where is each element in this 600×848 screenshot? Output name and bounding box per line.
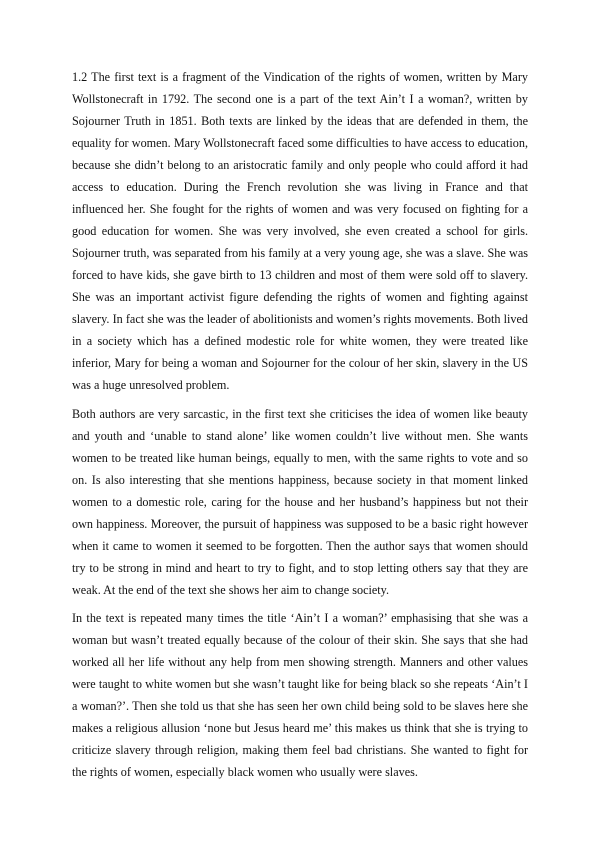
paragraph-aint-i-a-woman: In the text is repeated many times the title ‘Ain’t I a woman?’ emphasising that she was a woman but wasn’t treated equally because of the colour of their skin. She says that she had worked all her life without any help from men showing strength. Manners and other values were taught to white women but she wasn’t taught like for being black so she repeats ‘Ain’t I a woman?’. Then she told us that she has seen her own child being sold to be slaves here she makes a religious allusion ‘none but Jesus heard me’ this makes us think that she is trying to criticize slavery through religion, making them feel bad christians. She wanted to fight for the rights of women, especially black women who usually were slaves. [72,611,528,779]
paragraph-intro: 1.2 The first text is a fragment of the Vindication of the rights of women, written by Mary Wollstonecraft in 1792. The second one is a part of the text Ain’t I a woman?, written by Sojourner Truth in 1851. Both texts are linked by the ideas that are defended in them, the equality for women. Mary Wollstonecraft faced some difficulties to have access to education, because she didn’t belong to an aristocratic family and only people who could afford it had access to education. During the French revolution she was living in France and that influenced her. She fought for the rights of women and was very focused on fighting for a good education for women. She was very involved, she even created a school for girls. Sojourner truth, was separated from his family at a very young age, she was a slave. She was forced to have kids, she gave birth to 13 children and most of them were sold off to slavery. She was an important activist figure defending the rights of women and fighting against slavery. In fact she was the leader of abolitionists and women’s rights movements. Both lived in a society which has a defined modestic role for white women, they were treated like inferior, Mary for being a woman and Sojourner for the colour of her skin, slavery in the US was a huge unresolved problem. [72,70,528,392]
paragraph-sarcasm: Both authors are very sarcastic, in the first text she criticises the idea of women like beauty and youth and ‘unable to stand alone’ like women couldn’t live without men. She wants women to be treated like human beings, equally to men, with the same rights to vote and so on. Is also interesting that she mentions happiness, because society in that moment linked women to a domestic role, caring for the house and her husband’s happiness but not their own happiness. Moreover, the pursuit of happiness was supposed to be a basic right however when it came to women it seemed to be forgotten. Then the author says that women should try to be strong in mind and heart to try to fight, and to stop letting others say that they are weak. At the end of the text she shows her aim to change society. [72,407,528,597]
